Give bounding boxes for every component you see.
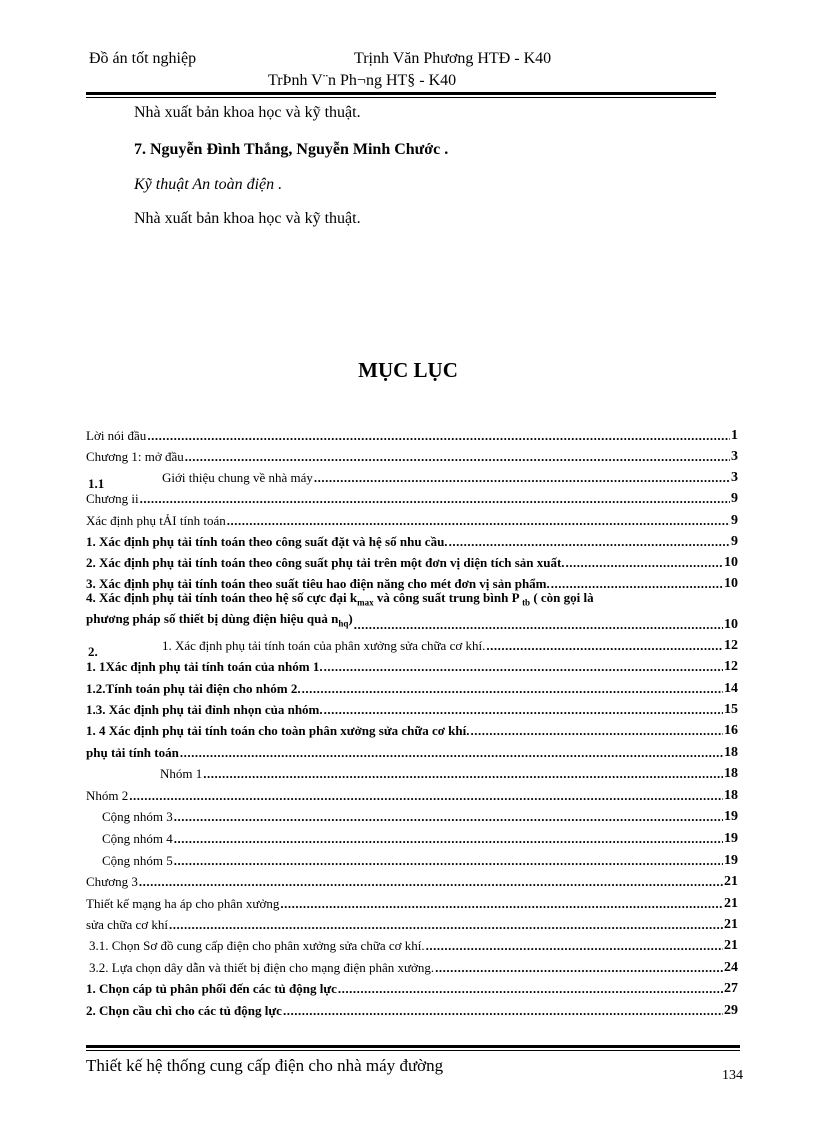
toc-entry-page: 3 [731, 449, 738, 464]
toc-entry-label: 2. Xác định phụ tải tính toán theo công suất phụ tải trên một đơn vị diện tích sản xuất. [86, 555, 565, 570]
toc-leader [302, 681, 723, 696]
toc-entry[interactable] [86, 742, 738, 760]
toc-entry[interactable] [86, 850, 738, 868]
toc-entry-page: 18 [724, 788, 738, 803]
toc-leader [354, 617, 723, 632]
toc-entry-label: Thiết kế mạng ha áp cho phân xưởng [86, 896, 280, 911]
toc-entry-page: 3 [731, 470, 738, 485]
toc-entry-page: 1 [731, 428, 738, 443]
toc-entry-label: Lời nói đầu [86, 428, 147, 443]
toc-entry-label: 1.3. Xác định phụ tải đỉnh nhọn của nhóm. [86, 702, 323, 717]
toc-entry[interactable] [86, 763, 738, 781]
toc-entry-label: 1. Xác định phụ tải tính toán của phân xưởng sửa chữa cơ khí. [162, 638, 486, 653]
toc-entry-page: 19 [724, 809, 738, 824]
toc-entry-label: Chương ii [86, 491, 139, 506]
toc-leader [139, 874, 723, 889]
toc-entry-label: Nhóm 2 [86, 788, 129, 803]
header-garbled: TrÞnh V¨n Ph¬ng HT§ - K40 [268, 72, 457, 89]
toc-title: MỤC LỤC [358, 358, 458, 382]
toc-entry-multiline-start[interactable] [86, 590, 738, 611]
toc-entry-label: Chương 1: mở đầu [86, 449, 184, 464]
toc-leader [324, 702, 723, 717]
toc-entry[interactable] [86, 488, 738, 506]
toc-entry[interactable] [86, 914, 738, 932]
toc-entry-page: 21 [724, 874, 738, 889]
toc-entry-label: Xác định phụ tẢI tính toán [86, 513, 226, 528]
toc-leader [203, 766, 723, 781]
toc-entry-page: 29 [724, 1003, 738, 1018]
toc-entry[interactable] [86, 552, 738, 570]
toc-entry-label: 3. Xác định phụ tải tính toán theo suất tiêu hao điện năng cho mét đơn vị sản phẩm. [86, 576, 550, 591]
header-rule-thin [86, 97, 716, 98]
toc-leader [174, 809, 723, 824]
toc-entry-page: 9 [731, 534, 738, 549]
toc-entry-label: 1. Chọn cáp tủ phân phối đến các tủ động lực [86, 981, 337, 996]
toc-entry-page: 24 [724, 960, 738, 975]
toc-entry[interactable] [86, 425, 738, 443]
toc-entry[interactable] [86, 678, 738, 696]
toc-entry-page: 27 [724, 981, 738, 996]
toc-leader [566, 555, 723, 570]
toc-entry[interactable] [86, 467, 738, 485]
toc-leader [338, 981, 723, 996]
toc-entry-label: phương pháp số thiết bị dùng điện hiệu quả n [86, 611, 339, 627]
toc-entry-label: 1. Xác định phụ tải tính toán theo công suất đặt và hệ số nhu cầu. [86, 534, 448, 549]
toc-entry[interactable] [86, 871, 738, 889]
toc-entry[interactable] [86, 828, 738, 846]
header-rule-thick [86, 92, 716, 95]
toc-entry-page: 21 [724, 938, 738, 953]
toc-leader [174, 853, 723, 868]
toc-leader [435, 960, 723, 975]
toc-entry-label-end: ) [348, 611, 353, 627]
toc-entry-page: 10 [724, 576, 738, 591]
header-right: Trịnh Văn Phương HTĐ - K40 [354, 50, 552, 67]
toc-entry-number: 1.1 [88, 476, 105, 491]
toc-entry[interactable] [86, 785, 738, 803]
toc-entry-label-end: ( còn gọi là [530, 590, 594, 606]
toc-leader [486, 638, 723, 653]
toc-entry-page: 10 [724, 617, 738, 632]
toc-entry-label: Chương 3 [86, 874, 138, 889]
reference-publisher-2: Nhà xuất bản khoa học và kỹ thuật. [134, 210, 361, 227]
toc-entry-page: 10 [724, 555, 738, 570]
toc-leader [324, 659, 723, 674]
toc-entry-label: Cộng nhóm 4 [102, 831, 173, 846]
reference-publisher-1: Nhà xuất bản khoa học và kỹ thuật. [134, 104, 361, 121]
header-left: Đồ án tốt nghiệp [89, 50, 197, 67]
toc-entry[interactable] [86, 699, 738, 717]
toc-subscript: hq [338, 619, 349, 629]
toc-entry-number: 2. [88, 644, 98, 659]
toc-leader [140, 491, 730, 506]
footer-title: Thiết kế hệ thống cung cấp điện cho nhà máy đường [86, 1056, 444, 1075]
toc-entry[interactable] [86, 510, 738, 528]
toc-entry[interactable] [86, 957, 738, 975]
toc-entry-label: 3.1. Chọn Sơ đồ cung cấp điện cho phân xưởng sửa chữa cơ khí. [89, 938, 425, 953]
toc-entry-page: 12 [724, 638, 738, 653]
toc-entry-label: phụ tải tính toán [86, 745, 179, 760]
toc-leader [449, 534, 730, 549]
toc-entry-label: 1.2.Tính toán phụ tải điện cho nhóm 2. [86, 681, 301, 696]
toc-entry-label: 4. Xác định phụ tải tính toán theo hệ số cực đại k [86, 590, 358, 606]
toc-entry[interactable] [86, 935, 738, 953]
toc-entry-page: 21 [724, 896, 738, 911]
page-number: 134 [722, 1068, 743, 1083]
toc-entry-label: 2. Chọn cầu chì cho các tủ động lực [86, 1003, 282, 1018]
toc-entry[interactable] [86, 611, 738, 632]
footer-rule-thick [86, 1045, 740, 1048]
footer-rule-thin [86, 1050, 740, 1051]
toc-entry-page: 9 [731, 513, 738, 528]
toc-entry-label: Cộng nhóm 5 [102, 853, 173, 868]
toc-leader [314, 470, 730, 485]
toc-entry[interactable] [86, 893, 738, 911]
toc-entry-label: sửa chữa cơ khí [86, 917, 168, 932]
toc-entry[interactable] [86, 720, 738, 738]
toc-entry-page: 19 [724, 831, 738, 846]
toc-entry-page: 18 [724, 766, 738, 781]
toc-leader [180, 745, 723, 760]
toc-entry[interactable] [86, 978, 738, 996]
toc-entry-label: 1. 1Xác định phụ tải tính toán của nhóm 1. [86, 659, 323, 674]
toc-entry-label-mid: và công suất trung bình P [373, 590, 523, 606]
toc-entry[interactable] [86, 573, 738, 591]
reference-item-7-authors: 7. Nguyễn Đình Thắng, Nguyễn Minh Chước . [134, 141, 449, 158]
toc-entry-page: 21 [724, 917, 738, 932]
toc-leader [185, 449, 730, 464]
toc-leader [551, 576, 723, 591]
toc-leader [280, 896, 723, 911]
toc-entry[interactable] [86, 531, 738, 549]
toc-subscript: tb [522, 598, 531, 608]
toc-subscript: max [357, 598, 374, 608]
toc-entry-page: 18 [724, 745, 738, 760]
toc-leader [129, 788, 723, 803]
toc-leader [169, 917, 723, 932]
toc-leader [147, 428, 730, 443]
toc-entry-label: Cộng nhóm 3 [102, 809, 173, 824]
toc-leader [227, 513, 730, 528]
toc-entry[interactable] [86, 806, 738, 824]
toc-leader [426, 938, 723, 953]
toc-entry-page: 12 [724, 659, 738, 674]
toc-entry[interactable] [86, 446, 738, 464]
toc-entry-label: 1. 4 Xác định phụ tải tính toán cho toàn phân xưởng sửa chữa cơ khí. [86, 723, 470, 738]
toc-entry[interactable] [86, 1000, 738, 1018]
toc-entry-label: 3.2. Lựa chọn dây dẫn và thiết bị điện cho mạng điện phân xưởng. [89, 960, 435, 975]
toc-entry-page: 9 [731, 491, 738, 506]
toc-entry[interactable] [86, 656, 738, 674]
toc-entry-label: Nhóm 1 [160, 766, 203, 781]
toc-leader [283, 1003, 723, 1018]
toc-leader [470, 723, 723, 738]
toc-entry-page: 16 [724, 723, 738, 738]
toc-leader [174, 831, 723, 846]
toc-entry-page: 19 [724, 853, 738, 868]
toc-entry[interactable] [86, 635, 738, 653]
toc-entry-label: Giới thiệu chung về nhà máy [162, 470, 313, 485]
toc-entry-page: 15 [724, 702, 738, 717]
toc-entry-page: 14 [724, 681, 738, 696]
reference-item-7-title: Kỹ thuật An toàn điện . [134, 176, 283, 193]
